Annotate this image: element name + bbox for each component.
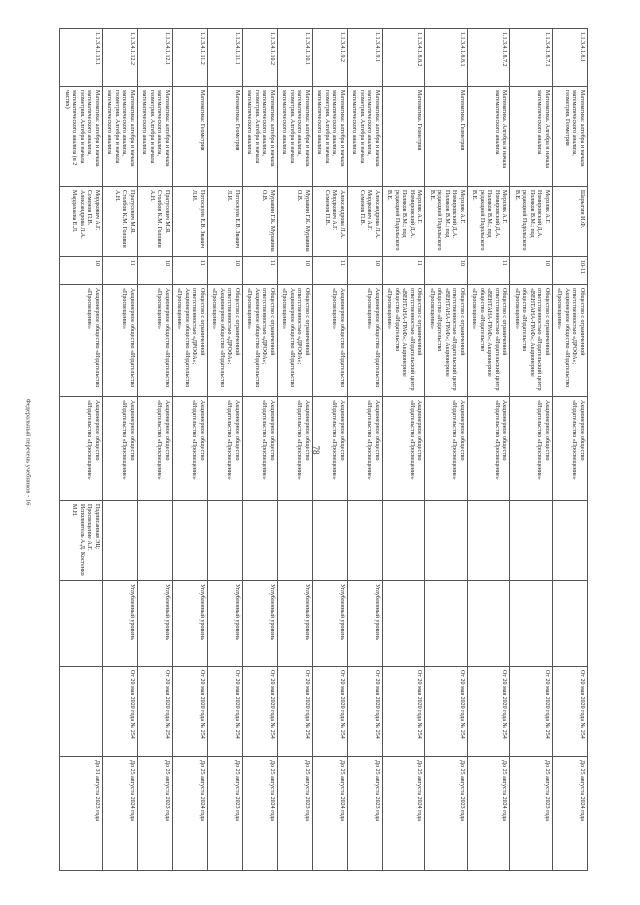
row-publisher: Акционерное общество «Издательство «Просвещение» [86,288,100,388]
row-approval-cell [243,581,278,667]
row-publisher-cell [313,285,348,397]
row-code-cell [313,29,348,87]
rotated-table [64,28,588,870]
row-grades: 10-11 [579,260,585,274]
row-grades: 11 [416,260,423,266]
row-code-cell [383,29,426,87]
row-valid: До 25 августа 2024 года [129,760,135,821]
row-publisher: Общество с ограниченной ответственностью «Издательский центр «ВЕНТАНА-ГРАФ»; Акционерное общество «Издательство «Просвещение» [386,288,423,391]
row-grades: 11 [199,260,205,266]
table-row [138,29,173,871]
row-publisher2-cell [60,397,103,501]
row-valid-cell [348,757,383,871]
row-subject-cell [425,87,468,187]
row-publisher2: Акционерное общество «Издательство «Просвещение» [261,400,275,480]
table-row [553,29,588,871]
row-code: 1.1.3.4.1.8.8.1 [459,32,465,67]
row-grades-cell [383,257,426,285]
row-subject-cell [60,87,103,187]
row-code-cell [278,29,313,87]
row-subject: Математика: Геометрия [199,90,205,151]
row-publisher-cell [208,285,243,397]
row-subject: Математика: алгебра и начала математического анализа, геометрия. Алгебра и начала математического анализа [351,90,380,167]
row-code-cell [173,29,208,87]
row-code-cell [138,29,173,87]
table-row [60,29,103,871]
row-valid: До 25 августа 2023 года [304,760,310,821]
row-publisher-cell [138,285,173,397]
row-approval-cell [208,581,243,667]
row-approval-cell [553,581,588,667]
row-grades-cell [103,257,138,285]
row-authors-cell [425,187,468,257]
row-code-cell [425,29,468,87]
row-order-cell [383,667,426,757]
row-authors: Пратусевич М.Я. Столбов К.М. Головин А.Н. [114,190,135,248]
row-publisher2-cell [208,397,243,501]
row-publisher2-cell [103,397,138,501]
row-subject-cell [348,87,383,187]
row-order-cell [510,667,553,757]
row-order-cell [208,667,243,757]
row-publisher-cell [425,285,468,397]
row-publisher-cell [243,285,278,397]
row-order: От 20 мая 2020 года № 254 [164,670,170,739]
table-frame [64,28,588,870]
row-valid: До 31 августа 2023 года [94,760,100,821]
row-order-cell [138,667,173,757]
row-valid-cell [553,757,588,871]
row-publisher2-cell [510,397,553,501]
row-approval-cell [510,581,553,667]
row-subject: Математика: алгебра и начала математического анализа, геометрия. Алгебра и начала математического анализа [281,90,310,167]
row-approval-cell [468,581,511,667]
row-valid-cell [425,757,468,871]
row-publisher2-cell [138,397,173,501]
row-authors: Потоскуев Е.В. Звавич Л.И. [191,190,205,249]
row-publisher2: Акционерное общество «Издательство «Просвещение» [331,400,345,480]
footer-note: Федеральный перечень учебников - 16 [24,398,32,506]
row-note-cell [278,501,313,581]
row-code: 1.1.3.4.1.8.7.2 [501,32,508,67]
row-approval-cell [138,581,173,667]
row-valid: До 25 августа 2024 года [416,760,423,821]
row-authors-cell [138,187,173,257]
row-valid-cell [103,757,138,871]
row-grades: 10 [459,260,465,266]
row-valid: До 25 августа 2024 года [501,760,508,821]
row-authors: Мерзляк А.Г. Номировский Д.А. Поляков В.М.; под редакцией Подольского В.Е. [429,190,465,251]
row-publisher-cell [103,285,138,397]
row-publisher2: Акционерное общество «Издательство «Просвещение» [366,400,380,480]
table-row [103,29,138,871]
row-grades-cell [553,257,588,285]
row-order-cell [60,667,103,757]
row-code-cell [103,29,138,87]
row-note-cell [383,501,426,581]
row-publisher: Общество с ограниченной ответственностью «ДРОФА»; Акционерное общество «Издательство «Просвещение» [176,288,205,388]
row-subject: Математика: алгебра и начала математического анализа, геометрия. Алгебра и начала математического анализа (в 2 частях) [64,90,100,167]
row-grades-cell [208,257,243,285]
row-order-cell [553,667,588,757]
row-grades: 11 [269,260,275,266]
row-note-cell [510,501,553,581]
row-order: От 20 мая 2020 года № 254 [374,670,380,739]
row-subject-cell [383,87,426,187]
row-grades: 11 [501,260,508,266]
row-publisher2-cell [383,397,426,501]
row-valid: До 25 августа 2024 года [339,760,345,821]
row-grades-cell [173,257,208,285]
table-row [173,29,208,871]
row-note-cell [425,501,468,581]
table-row [425,29,468,871]
row-valid-cell [313,757,348,871]
row-grades-cell [468,257,511,285]
row-subject: Математика. Геометрия [459,90,465,151]
row-grades: 11 [339,260,345,266]
row-publisher2-cell [348,397,383,501]
row-order: От 20 мая 2020 года № 254 [501,670,508,739]
row-grades: 10 [94,260,100,266]
row-subject: Математика: алгебра и начала математического анализа, геометрия. Алгебра и начала математического анализа [316,90,345,167]
row-authors: Александрова Л.А. Мордкович А.Г. Семенов П.В. [324,190,345,239]
row-grades: 10 [304,260,310,266]
row-order: От 20 мая 2020 года № 254 [199,670,205,739]
row-approval: Углубленный уровень [269,584,275,640]
row-order: От 20 мая 2020 года № 254 [544,670,550,739]
row-publisher-cell [383,285,426,397]
row-code: 1.1.3.4.1.10.2 [269,32,275,65]
row-note-cell [348,501,383,581]
row-code: 1.1.3.4.1.8.8.2 [416,32,423,67]
row-order-cell [348,667,383,757]
row-valid: До 25 августа 2023 года [459,760,465,821]
row-authors-cell [348,187,383,257]
row-valid: До 25 августа 2024 года [269,760,275,821]
row-valid: До 25 августа 2024 года [579,760,585,821]
row-valid-cell [468,757,511,871]
row-note-cell [103,501,138,581]
row-authors: Мерзляк А.Г. Номировский Д.А. Поляков В.М.; под редакцией Подольского В.Е. [471,190,508,251]
row-valid: До 25 августа 2023 года [544,760,550,821]
row-publisher: Акционерное общество «Издательство «Просвещение» [366,288,380,388]
row-publisher: Общество с ограниченной ответственностью «ДРОФА»; Акционерное общество «Издательство «Просвещение» [556,288,585,388]
row-order-cell [468,667,511,757]
row-grades-cell [243,257,278,285]
row-code: 1.1.3.4.1.12.1 [164,32,170,65]
row-authors: Александрова Л.А. Мордкович А.Г. Семенов П.В. [359,190,380,239]
table-row [468,29,511,871]
row-authors-cell [278,187,313,257]
row-valid: До 25 августа 2023 года [164,760,170,821]
row-subject: Математика: Геометрия [234,90,240,151]
row-note-cell [208,501,243,581]
row-subject: Математика. Геометрия [416,90,423,151]
row-authors-cell [173,187,208,257]
row-authors: Мерзляк А.Г. Номировский Д.А. Поляков В.М.; под редакцией Подольского В.Е. [514,190,550,251]
row-grades: 11 [129,260,135,266]
row-order: От 20 мая 2020 года № 254 [269,670,275,739]
row-subject-cell [103,87,138,187]
row-code: 1.1.3.4.1.9.2 [339,32,345,62]
row-code: 1.1.3.4.1.12.2 [129,32,135,65]
row-order-cell [278,667,313,757]
table-row [348,29,383,871]
row-approval-cell [383,581,426,667]
row-grades-cell [425,257,468,285]
row-approval: Углубленный уровень [304,584,310,640]
row-authors: Потоскуев Е.В. Звавич Л.И. [226,190,240,249]
row-code-cell [348,29,383,87]
row-grades: 10 [164,260,170,266]
row-publisher2: Акционерное общество «Издательство «Просвещение» [296,400,310,480]
row-approval-cell [278,581,313,667]
row-note-cell [553,501,588,581]
row-approval: Углубленный уровень [234,584,240,640]
row-grades-cell [138,257,173,285]
row-authors-cell [60,187,103,257]
row-authors: Шарыгин И.Ф. [579,190,585,229]
row-subject: Математика. Алгебра и начала математического анализа [494,90,508,169]
row-publisher-cell [173,285,208,397]
row-order-cell [103,667,138,757]
row-subject-cell [278,87,313,187]
row-approval-cell [103,581,138,667]
row-publisher2: Акционерное общество «Издательство «Просвещение» [494,400,508,480]
row-order: От 20 мая 2020 года № 254 [339,670,345,739]
row-order: От 20 мая 2020 года № 254 [416,670,423,739]
row-publisher2: Акционерное общество «Издательство «Просвещение» [536,400,550,480]
row-subject-cell [138,87,173,187]
table-row [510,29,553,871]
row-valid-cell [173,757,208,871]
row-grades-cell [278,257,313,285]
row-publisher2: Акционерное общество «Издательство «Просвещение» [451,400,465,480]
row-authors-cell [468,187,511,257]
row-valid-cell [60,757,103,871]
row-grades-cell [510,257,553,285]
row-code: 1.1.3.4.1.11.1 [234,32,240,65]
table-row [383,29,426,871]
row-order: От 20 мая 2020 года № 254 [579,670,585,739]
row-valid-cell [138,757,173,871]
row-valid: До 25 августа 2024 года [199,760,205,821]
row-publisher: Общество с ограниченной ответственностью «ДРОФА»; Акционерное общество «Издательство «Просвещение» [211,288,240,388]
table-row [208,29,243,871]
row-publisher2-cell [278,397,313,501]
row-code-cell [60,29,103,87]
row-publisher2: Акционерное общество «Издательство «Просвещение» [571,400,585,480]
row-order: От 20 мая 2020 года № 254 [459,670,465,739]
row-note-cell [138,501,173,581]
row-authors-cell [243,187,278,257]
row-authors-cell [383,187,426,257]
row-code-cell [510,29,553,87]
row-order-cell [313,667,348,757]
row-publisher2-cell [468,397,511,501]
row-approval: Углубленный уровень [339,584,345,640]
row-note-cell [173,501,208,581]
row-order-cell [243,667,278,757]
row-approval-cell [348,581,383,667]
row-subject-cell [243,87,278,187]
row-publisher2: Акционерное общество «Издательство «Просвещение» [226,400,240,480]
table-row [313,29,348,871]
row-valid-cell [383,757,426,871]
row-publisher2-cell [425,397,468,501]
row-valid-cell [208,757,243,871]
row-authors-cell [208,187,243,257]
row-approval: Углубленный уровень [129,584,135,640]
row-order-cell [173,667,208,757]
row-valid: До 25 августа 2023 года [374,760,380,821]
row-authors: Мордкович А.Г. Семенов П.В. Александрова Л.А. Мардахаева Е.Л. [71,190,100,239]
textbook-table [60,28,589,871]
row-subject-cell [553,87,588,187]
row-code: 1.1.3.4.1.8.1 [579,32,585,62]
row-grades: 10 [234,260,240,266]
row-publisher2: Акционерное общество «Издательство «Просвещение» [121,400,135,480]
row-approval-cell [173,581,208,667]
row-publisher2-cell [243,397,278,501]
row-subject: Математика: алгебра и начала математического анализа, геометрия. Алгебра и начала математического анализа [106,90,135,167]
row-publisher: Акционерное общество «Издательство «Просвещение» [156,288,170,388]
row-approval-cell [60,581,103,667]
row-approval: Углубленный уровень [164,584,170,640]
row-subject: Математика: алгебра и начала математического анализа, геометрия. Алгебра и начала математического анализа [246,90,275,167]
row-note-cell [313,501,348,581]
row-publisher2: Акционерное общество «Издательство «Просвещение» [191,400,205,480]
row-publisher-cell [60,285,103,397]
row-publisher: Общество с ограниченной ответственностью «ДРОФА»; Акционерное общество «Издательство «Просвещение» [281,288,310,388]
row-valid: До 25 августа 2023 года [234,760,240,821]
page-number: 78 [311,445,321,455]
row-code-cell [468,29,511,87]
row-code: 1.1.3.4.1.9.1 [374,32,380,62]
row-grades-cell [313,257,348,285]
row-subject: Математика: алгебра и начала математического анализа, геометрия. Алгебра и начала математического анализа [141,90,170,167]
row-authors: Муравин Г.К. Муравина О.В. [261,190,275,252]
row-note-cell [243,501,278,581]
row-publisher-cell [510,285,553,397]
row-authors-cell [553,187,588,257]
row-order: От 20 мая 2020 года № 254 [129,670,135,739]
row-publisher-cell [348,285,383,397]
row-publisher: Акционерное общество «Издательство «Просвещение» [121,288,135,388]
row-publisher: Общество с ограниченной ответственностью «Издательский центр «ВЕНТАНА-ГРАФ»; Акционерное общество «Издательство «Просвещение» [514,288,550,391]
row-publisher2: Акционерное общество «Издательство «Просвещение» [156,400,170,480]
row-valid-cell [243,757,278,871]
row-approval: Углубленный уровень [199,584,205,640]
row-code: 1.1.3.4.1.10.1 [304,32,310,65]
row-grades: 10 [544,260,550,266]
row-publisher: Акционерное общество «Издательство «Просвещение» [331,288,345,388]
row-subject: Математика: алгебра и начала математического анализа, геометрия. Геометрия [564,90,585,167]
row-authors: Пратусевич М.Я. Столбов К.М. Головин А.Н. [149,190,170,248]
row-order: От 20 мая 2020 года № 254 [304,670,310,739]
row-subject-cell [208,87,243,187]
row-order: От 20 мая 2020 года № 254 [234,670,240,739]
row-publisher2-cell [553,397,588,501]
row-publisher2-cell [313,397,348,501]
row-note-cell [468,501,511,581]
row-note: Подписанная ЭЦ: Просвещение А.Г. Исполнитель А.Д. Костенко М.Н. [71,504,100,576]
row-subject: Математика. Алгебра и начала математического анализа [536,90,550,169]
row-grades-cell [60,257,103,285]
row-publisher-cell [278,285,313,397]
row-subject-cell [313,87,348,187]
row-code-cell [208,29,243,87]
row-authors: Муравин Г.К. Муравина О.В. [296,190,310,252]
row-code-cell [553,29,588,87]
row-approval: Углубленный уровень [374,584,380,640]
row-valid-cell [278,757,313,871]
row-note-cell [60,501,103,581]
row-publisher2: Акционерное общество «Издательство «Просвещение» [409,400,423,480]
row-publisher: Общество с ограниченной ответственностью «ДРОФА»; Акционерное общество «Издательство «Просвещение» [246,288,275,388]
row-publisher2-cell [173,397,208,501]
row-publisher: Общество с ограниченной ответственностью «Издательский центр «ВЕНТАНА-ГРАФ»; Акционерное общество «Издательство «Просвещение» [429,288,465,391]
row-authors: Мерзляк А.Г. Номировский Д.А. Поляков В.М.; под редакцией Подольского В.Е. [386,190,423,251]
row-code: 1.1.3.4.1.8.7.1 [544,32,550,67]
row-code: 1.1.3.4.1.11.2 [199,32,205,65]
row-publisher: Общество с ограниченной ответственностью «Издательский центр «ВЕНТАНА-ГРАФ»; Акционерное общество «Издательство «Просвещение» [471,288,508,391]
row-publisher-cell [553,285,588,397]
row-subject-cell [468,87,511,187]
row-approval-cell [313,581,348,667]
row-valid-cell [510,757,553,871]
row-code-cell [243,29,278,87]
row-publisher2: Акционерное общество «Издательство «Просвещение» [86,400,100,480]
table-row [243,29,278,871]
row-authors-cell [510,187,553,257]
row-publisher-cell [468,285,511,397]
table-row [278,29,313,871]
row-authors-cell [103,187,138,257]
row-subject-cell [510,87,553,187]
row-order-cell [425,667,468,757]
row-subject-cell [173,87,208,187]
row-grades-cell [348,257,383,285]
row-code: 1.1.3.4.1.13.1 [94,32,100,65]
row-grades: 10 [374,260,380,266]
row-approval-cell [425,581,468,667]
row-authors-cell [313,187,348,257]
